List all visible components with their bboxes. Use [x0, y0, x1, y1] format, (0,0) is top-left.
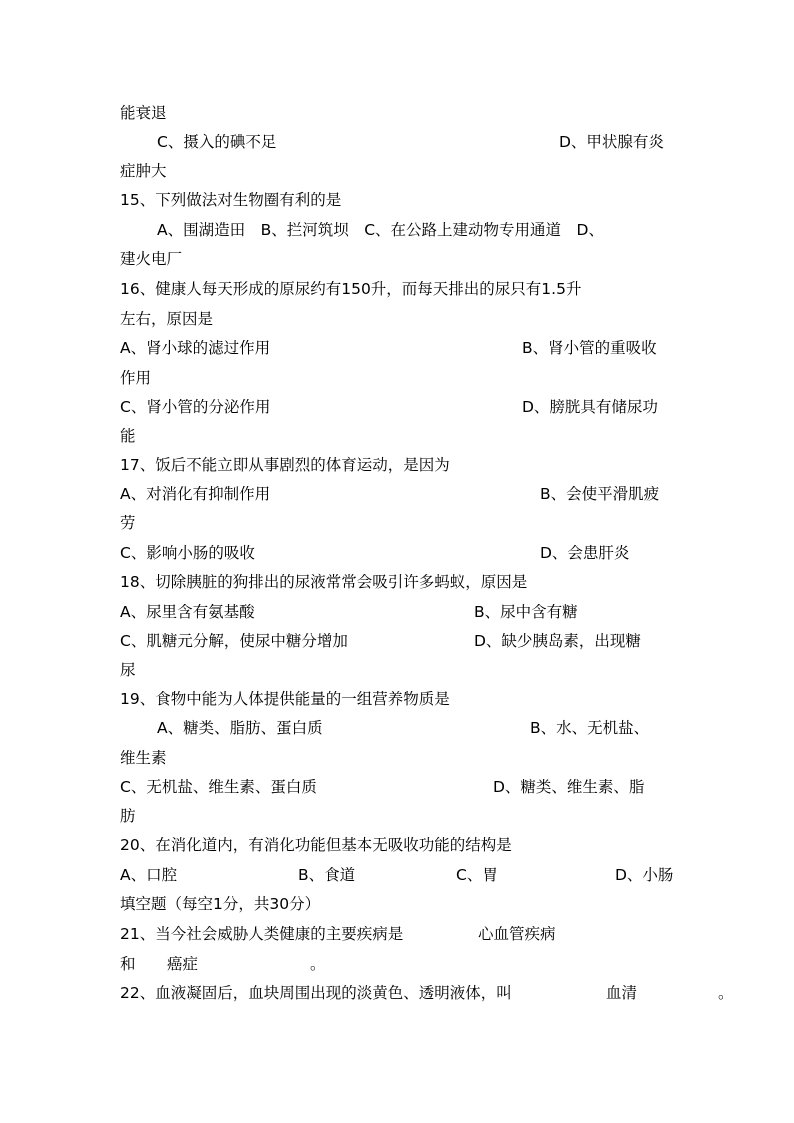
question-15: 15、下列做法对生物圈有利的是	[120, 191, 342, 209]
punctuation: 。	[718, 984, 734, 1002]
option-c: C、肌糖元分解，使尿中糖分增加	[120, 632, 348, 650]
option-b: B、尿中含有糖	[474, 603, 578, 621]
option-a: A、尿里含有氨基酸	[120, 603, 255, 621]
text-line: 和	[120, 955, 136, 973]
question-17: 17、饭后不能立即从事剧烈的体育运动，是因为	[120, 456, 450, 474]
question-15-options: A、围湖造田 B、拦河筑坝 C、在公路上建动物专用通道 D、	[157, 221, 604, 239]
question-20: 20、在消化道内，有消化功能但基本无吸收功能的结构是	[120, 836, 512, 854]
option-b: B、肾小管的重吸收	[522, 339, 657, 357]
option-c: C、摄入的碘不足	[157, 133, 277, 151]
option-a: A、口腔	[120, 866, 178, 884]
option-a: A、肾小球的滤过作用	[120, 339, 271, 357]
option-d: D、甲状腺有炎	[559, 133, 664, 151]
text-line: 能衰退	[120, 104, 167, 122]
question-19: 19、食物中能为人体提供能量的一组营养物质是	[120, 690, 450, 708]
option-a: A、糖类、脂肪、蛋白质	[157, 719, 323, 737]
option-a: A、对消化有抑制作用	[120, 485, 271, 503]
text-line: 维生素	[120, 749, 167, 767]
option-d: D、膀胱具有储尿功	[522, 398, 658, 416]
text-line: 尿	[120, 661, 136, 679]
text-line: 作用	[120, 369, 152, 387]
option-c: C、无机盐、维生素、蛋白质	[120, 778, 317, 796]
question-21: 21、当今社会威胁人类健康的主要疾病是	[120, 925, 404, 943]
answer-fill: 心血管疾病	[478, 925, 556, 943]
option-c: C、肾小管的分泌作用	[120, 398, 271, 416]
text-line: 左右，原因是	[120, 310, 214, 328]
option-b: B、食道	[298, 866, 356, 884]
answer-fill: 癌症	[167, 955, 199, 973]
text-line: 症肿大	[120, 162, 167, 180]
text-line: 能	[120, 427, 136, 445]
question-16: 16、健康人每天形成的原尿约有150升，而每天排出的尿只有1.5升	[120, 280, 582, 298]
option-d: D、会患肝炎	[540, 544, 630, 562]
text-line: 建火电厂	[120, 250, 183, 268]
option-b: B、会使平滑肌疲	[540, 485, 660, 503]
option-d: D、缺少胰岛素，出现糖	[474, 632, 641, 650]
question-22: 22、血液凝固后，血块周围出现的淡黄色、透明液体，叫	[120, 984, 512, 1002]
question-18: 18、切除胰脏的狗排出的尿液常常会吸引许多蚂蚁，原因是	[120, 573, 528, 591]
answer-fill: 血清	[606, 984, 638, 1002]
text-line: 劳	[120, 514, 136, 532]
option-d: D、糖类、维生素、脂	[493, 778, 645, 796]
option-d: D、小肠	[615, 866, 674, 884]
section-heading: 填空题（每空1分，共30分）	[120, 895, 321, 913]
option-b: B、水、无机盐、	[530, 719, 650, 737]
punctuation: 。	[310, 955, 326, 973]
option-c: C、影响小肠的吸收	[120, 544, 255, 562]
text-line: 肪	[120, 807, 136, 825]
option-c: C、胃	[456, 866, 498, 884]
